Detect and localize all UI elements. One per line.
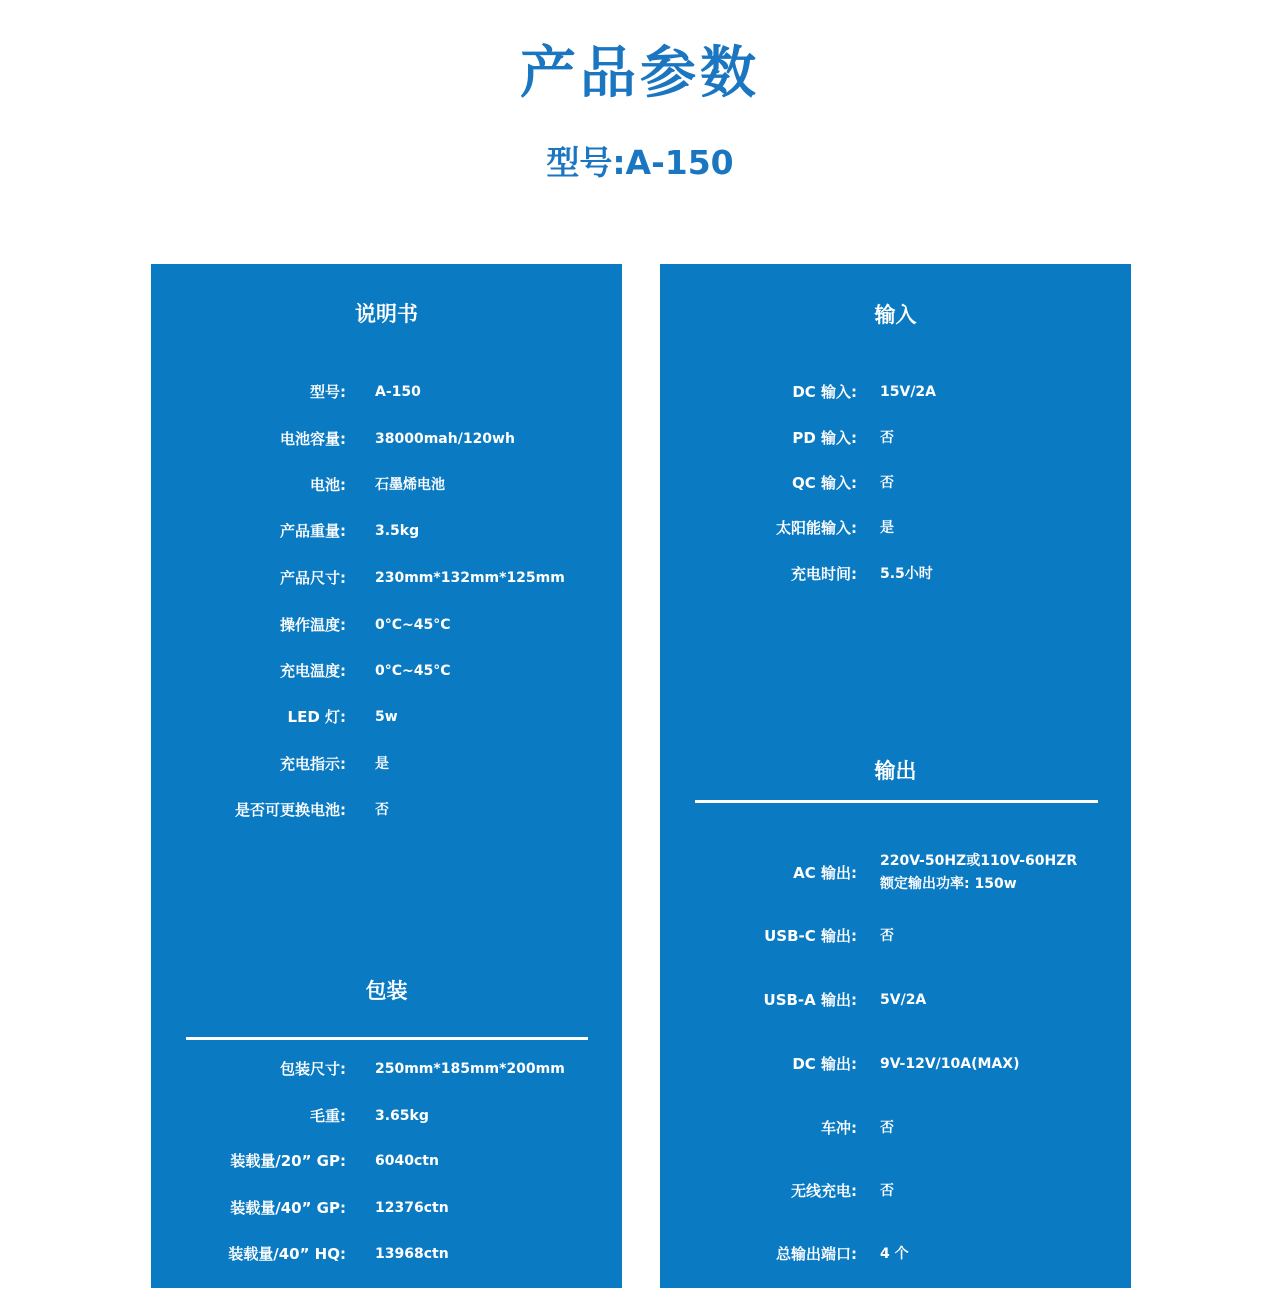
spec-panel-right [660, 264, 1131, 1288]
input-row-charge-time [660, 563, 1131, 585]
spec-label: 车冲: [821, 1119, 857, 1137]
spec-value: 15V/2A [880, 384, 937, 400]
spec-value: 否 [375, 802, 389, 818]
input-row-solar [660, 517, 1131, 539]
spec-value: 250mm*185mm*200mm [375, 1061, 565, 1077]
spec-label: 太阳能输入: [776, 519, 857, 537]
packaging-row-gross-weight [151, 1105, 622, 1127]
spec-value: 是 [880, 520, 894, 536]
packaging-row-size [151, 1058, 622, 1080]
spec-value: 4 个 [880, 1246, 909, 1262]
spec-label: 装载量/40” GP: [230, 1199, 346, 1217]
input-row-qc [660, 472, 1131, 494]
packaging-row-load-40hq [151, 1243, 622, 1265]
spec-value: 是 [375, 756, 389, 772]
spec-value: 9V-12V/10A(MAX) [880, 1056, 1020, 1072]
input-row-dc [660, 381, 1131, 403]
ac-output-power: 额定输出功率: 150w [880, 876, 1017, 892]
output-row-wireless [660, 1180, 1131, 1202]
spec-panel-left [151, 264, 622, 1288]
manual-row-replaceable-battery [151, 799, 622, 821]
spec-label: 装载量/40” HQ: [228, 1245, 346, 1263]
spec-label: 产品尺寸: [280, 569, 346, 587]
spec-value: 230mm*132mm*125mm [375, 570, 565, 586]
spec-label: 包装尺寸: [280, 1060, 346, 1078]
spec-label: 是否可更换电池: [235, 801, 346, 819]
output-row-dc [660, 1053, 1131, 1075]
spec-value: 否 [880, 928, 894, 944]
spec-value: 否 [880, 1120, 894, 1136]
spec-label: PD 输入: [792, 429, 857, 447]
spec-label: LED 灯: [287, 708, 346, 726]
output-divider [695, 800, 1098, 803]
page-title: 产品参数 [520, 41, 760, 106]
spec-value: 13968ctn [375, 1246, 449, 1262]
manual-row-model [151, 381, 622, 403]
spec-value: 38000mah/120wh [375, 431, 515, 447]
spec-value: 否 [880, 475, 894, 491]
spec-label: 充电指示: [280, 755, 346, 773]
input-row-pd [660, 427, 1131, 449]
spec-label: USB-C 输出: [764, 927, 857, 945]
spec-label: 电池: [310, 476, 346, 494]
spec-label: 无线充电: [791, 1182, 857, 1200]
spec-value: 5.5小时 [880, 566, 933, 582]
spec-label: 总输出端口: [776, 1245, 857, 1263]
output-row-usb-a [660, 989, 1131, 1011]
spec-label: 操作温度: [280, 616, 346, 634]
manual-row-battery-capacity [151, 428, 622, 450]
spec-value: 12376ctn [375, 1200, 449, 1216]
spec-label: 充电时间: [791, 565, 857, 583]
ac-output-voltage: 220V-50HZ或110V-60HZR [880, 853, 1078, 869]
spec-value: 0°C~45°C [375, 617, 451, 633]
spec-label: 毛重: [310, 1107, 346, 1125]
output-row-total-ports [660, 1243, 1131, 1265]
manual-heading: 说明书 [355, 302, 418, 326]
manual-row-operating-temp [151, 614, 622, 636]
spec-label: 电池容量: [280, 430, 346, 448]
spec-value: 6040ctn [375, 1153, 439, 1169]
spec-label: 充电温度: [280, 662, 346, 680]
spec-value [880, 850, 1077, 896]
output-row-ac [660, 850, 1131, 896]
output-row-usb-c [660, 925, 1131, 947]
output-heading: 输出 [874, 759, 917, 783]
manual-row-led [151, 706, 622, 728]
spec-value: 5w [375, 709, 398, 725]
spec-label: 产品重量: [280, 522, 346, 540]
spec-label: 型号: [310, 383, 346, 401]
input-heading: 输入 [874, 303, 917, 327]
spec-value: 0°C~45°C [375, 663, 451, 679]
manual-row-charge-indicator [151, 753, 622, 775]
spec-value: 石墨烯电池 [375, 477, 445, 493]
spec-value: 否 [880, 1183, 894, 1199]
output-row-car-charger [660, 1117, 1131, 1139]
spec-label: DC 输入: [792, 383, 857, 401]
packaging-heading: 包装 [365, 979, 408, 1003]
manual-row-battery [151, 474, 622, 496]
spec-label: AC 输出: [793, 864, 857, 882]
spec-value: A-150 [375, 384, 421, 400]
spec-label: QC 输入: [792, 474, 857, 492]
spec-label: DC 输出: [792, 1055, 857, 1073]
spec-value: 否 [880, 430, 894, 446]
manual-row-charging-temp [151, 660, 622, 682]
packaging-row-load-20gp [151, 1150, 622, 1172]
packaging-divider [186, 1037, 588, 1040]
spec-value: 5V/2A [880, 992, 927, 1008]
spec-value: 3.65kg [375, 1108, 429, 1124]
spec-label: USB-A 输出: [763, 991, 857, 1009]
manual-row-weight [151, 520, 622, 542]
model-heading: 型号:A-150 [546, 143, 734, 182]
manual-row-dimensions [151, 567, 622, 589]
spec-value: 3.5kg [375, 523, 420, 539]
spec-label: 装载量/20” GP: [230, 1152, 346, 1170]
packaging-row-load-40gp [151, 1197, 622, 1219]
